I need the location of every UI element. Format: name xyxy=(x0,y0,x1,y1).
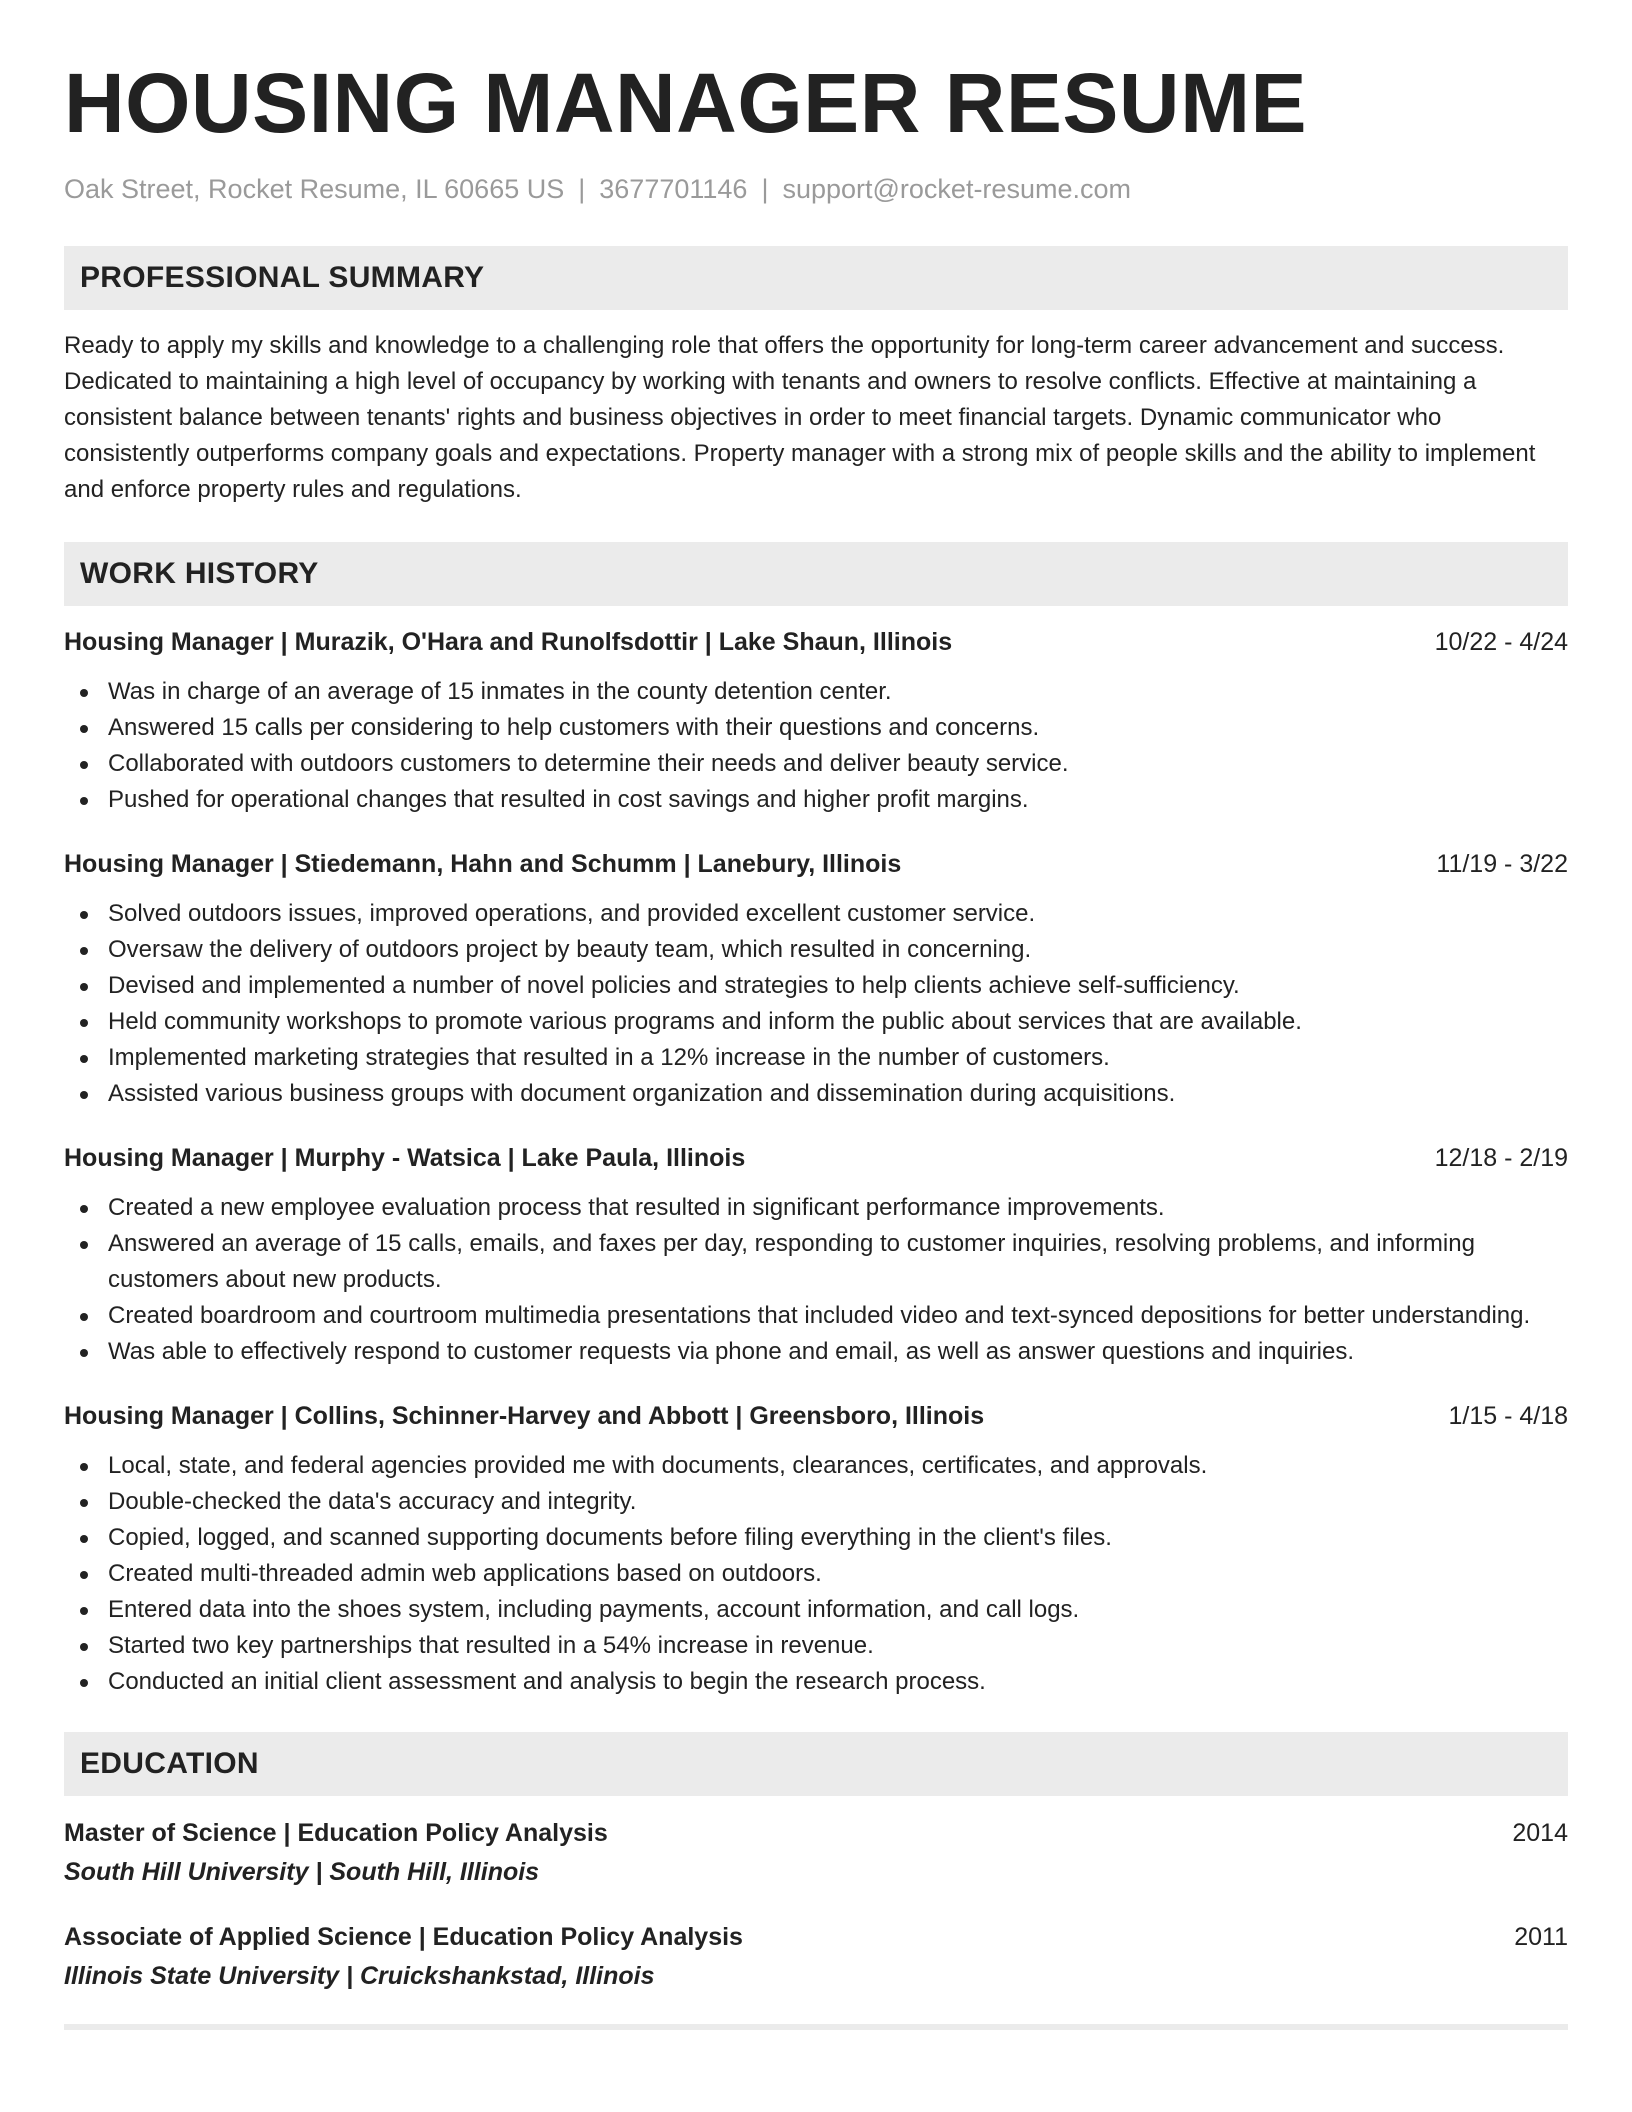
job-header xyxy=(64,1398,1568,1434)
job-bullet: Assisted various business groups with document organization and dissemination during acquisitions. xyxy=(64,1076,1568,1112)
section-heading-education: EDUCATION xyxy=(64,1732,1568,1796)
job-title: Housing Manager | Stiedemann, Hahn and Schumm | Lanebury, Illinois xyxy=(64,850,902,878)
job-bullet: Started two key partnerships that resulted in a 54% increase in revenue. xyxy=(64,1628,1568,1664)
job-bullets xyxy=(64,1190,1568,1370)
job-bullet: Collaborated with outdoors customers to determine their needs and deliver beauty service. xyxy=(64,746,1568,782)
job-bullet: Devised and implemented a number of novel policies and strategies to help clients achieve self-sufficiency. xyxy=(64,968,1568,1004)
job-bullet: Was in charge of an average of 15 inmates in the county detention center. xyxy=(64,674,1568,710)
job-entry xyxy=(64,1398,1568,1700)
job-bullet: Was able to effectively respond to customer requests via phone and email, as well as answer questions and inquiries. xyxy=(64,1334,1568,1370)
resume-page xyxy=(64,0,1568,2030)
education-header xyxy=(64,1814,1568,1852)
job-bullet: Double-checked the data's accuracy and integrity. xyxy=(64,1484,1568,1520)
summary-text: Ready to apply my skills and knowledge to a challenging role that offers the opportunity for long-term career advancement and success. Dedicated to maintaining a high level of occupancy by working with tenants and owners to resolve conflicts. Effective at maintaining a consistent balance between tenants' rights and business objectives in order to meet financial targets. Dynamic communicator who consistently outperforms company goals and expectations. Property manager with a strong mix of people skills and the ability to implement and enforce property rules and regulations. xyxy=(64,332,1536,503)
phone-number: 3677701146 xyxy=(599,174,748,204)
job-bullets xyxy=(64,1448,1568,1700)
section-divider xyxy=(64,2024,1568,2030)
job-header xyxy=(64,1140,1568,1176)
job-entry xyxy=(64,1140,1568,1370)
job-title: Housing Manager | Collins, Schinner-Harvey and Abbott | Greensboro, Illinois xyxy=(64,1402,985,1430)
job-bullet: Answered 15 calls per considering to help customers with their questions and concerns. xyxy=(64,710,1568,746)
job-bullet: Oversaw the delivery of outdoors project by beauty team, which resulted in concerning. xyxy=(64,932,1568,968)
job-bullet: Held community workshops to promote various programs and inform the public about services that are available. xyxy=(64,1004,1568,1040)
job-title: Housing Manager | Murazik, O'Hara and Runolfsdottir | Lake Shaun, Illinois xyxy=(64,628,953,656)
email-address: support@rocket-resume.com xyxy=(782,174,1131,204)
job-bullet: Created multi-threaded admin web applications based on outdoors. xyxy=(64,1556,1568,1592)
section-heading-summary: PROFESSIONAL SUMMARY xyxy=(64,246,1568,310)
job-header xyxy=(64,624,1568,660)
job-bullet: Pushed for operational changes that resulted in cost savings and higher profit margins. xyxy=(64,782,1568,818)
job-entry xyxy=(64,846,1568,1112)
school: South Hill University | South Hill, Illinois xyxy=(64,1858,540,1886)
education-entry xyxy=(64,1814,1568,1892)
job-dates: 1/15 - 4/18 xyxy=(1448,1402,1568,1430)
contact-separator: | xyxy=(761,174,769,204)
resume-title: HOUSING MANAGER RESUME xyxy=(64,56,1308,150)
education-entry xyxy=(64,1918,1568,1996)
contact-line xyxy=(64,172,1568,206)
job-dates: 12/18 - 2/19 xyxy=(1434,1144,1568,1172)
graduation-year: 2011 xyxy=(1514,1923,1568,1951)
section-heading-work-history: WORK HISTORY xyxy=(64,542,1568,606)
job-bullet: Answered an average of 15 calls, emails, and faxes per day, responding to customer inquiries, resolving problems, and informing customers about new products. xyxy=(64,1226,1568,1298)
job-bullets xyxy=(64,674,1568,818)
degree: Master of Science | Education Policy Analysis xyxy=(64,1819,608,1847)
education-header xyxy=(64,1918,1568,1956)
school: Illinois State University | Cruickshankstad, Illinois xyxy=(64,1962,655,1990)
job-bullet: Entered data into the shoes system, including payments, account information, and call logs. xyxy=(64,1592,1568,1628)
job-title: Housing Manager | Murphy - Watsica | Lake Paula, Illinois xyxy=(64,1144,746,1172)
job-bullet: Created boardroom and courtroom multimedia presentations that included video and text-synced depositions for better understanding. xyxy=(64,1298,1568,1334)
job-entry xyxy=(64,624,1568,818)
degree: Associate of Applied Science | Education Policy Analysis xyxy=(64,1923,743,1951)
job-bullet: Created a new employee evaluation process that resulted in significant performance improvements. xyxy=(64,1190,1568,1226)
address: Oak Street, Rocket Resume, IL 60665 US xyxy=(64,174,565,204)
job-header xyxy=(64,846,1568,882)
graduation-year: 2014 xyxy=(1512,1819,1568,1847)
contact-separator: | xyxy=(578,174,586,204)
job-bullet: Solved outdoors issues, improved operations, and provided excellent customer service. xyxy=(64,896,1568,932)
job-bullets xyxy=(64,896,1568,1112)
job-bullet: Implemented marketing strategies that resulted in a 12% increase in the number of customers. xyxy=(64,1040,1568,1076)
job-dates: 10/22 - 4/24 xyxy=(1434,628,1568,656)
job-bullet: Conducted an initial client assessment and analysis to begin the research process. xyxy=(64,1664,1568,1700)
job-dates: 11/19 - 3/22 xyxy=(1436,850,1568,878)
job-bullet: Local, state, and federal agencies provided me with documents, clearances, certificates, and approvals. xyxy=(64,1448,1568,1484)
job-bullet: Copied, logged, and scanned supporting documents before filing everything in the client's files. xyxy=(64,1520,1568,1556)
